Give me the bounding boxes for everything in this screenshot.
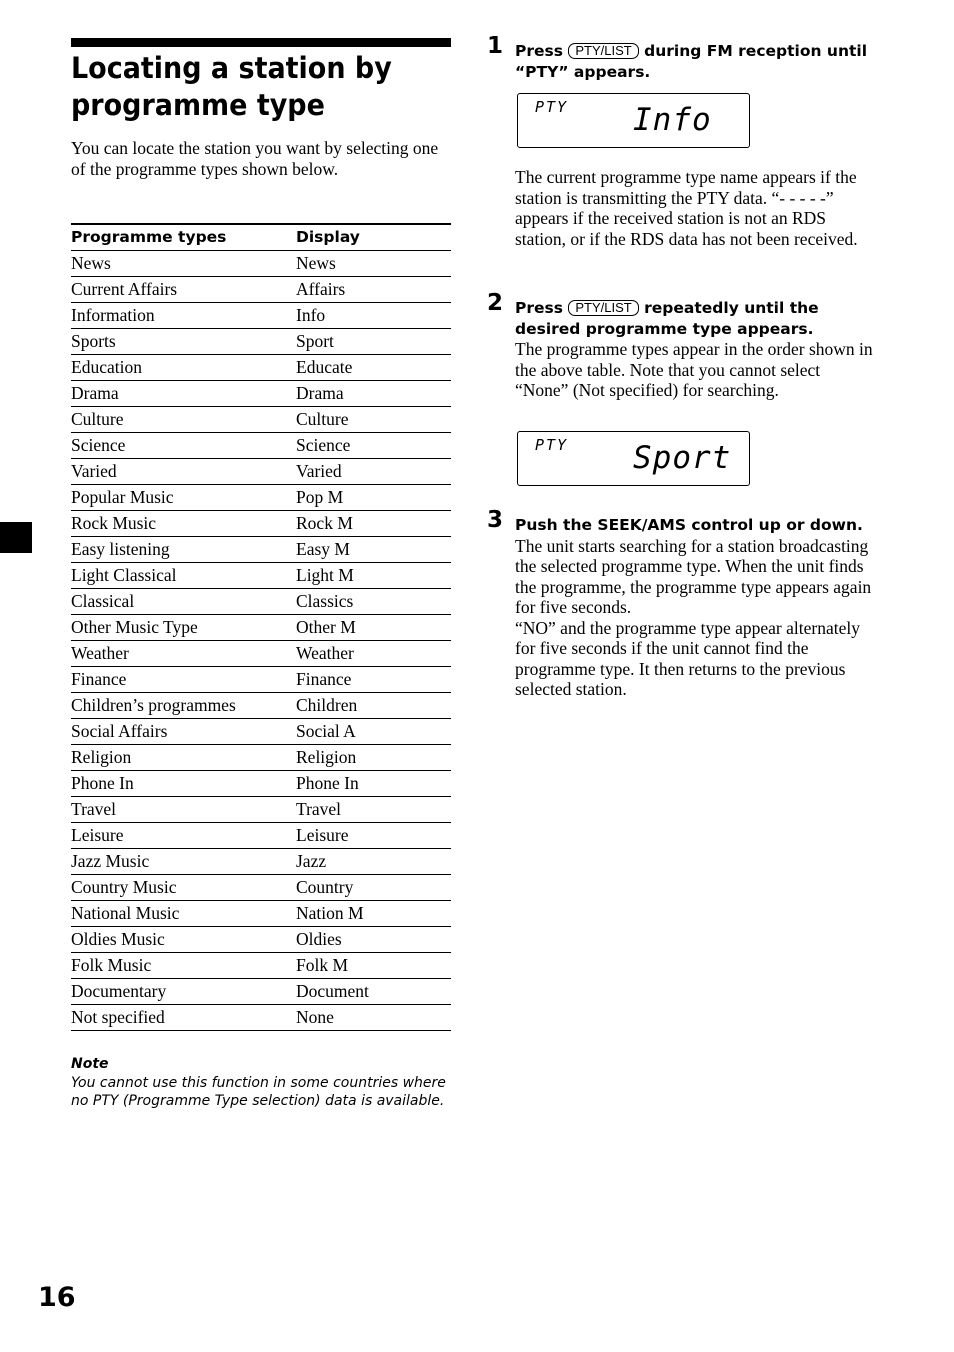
lcd-programme-type: Info <box>633 102 712 138</box>
programme-type-cell: Classical <box>71 589 296 615</box>
table-row <box>71 485 451 511</box>
display-cell: Classics <box>296 589 451 615</box>
programme-type-table <box>71 223 451 1031</box>
step-number: 2 <box>487 290 504 316</box>
table-row <box>71 303 451 329</box>
programme-type-cell: Current Affairs <box>71 277 296 303</box>
display-cell: Info <box>296 303 451 329</box>
display-cell: Folk M <box>296 953 451 979</box>
table-row <box>71 745 451 771</box>
programme-type-cell: Drama <box>71 381 296 407</box>
display-cell: Drama <box>296 381 451 407</box>
step-heading <box>515 298 877 339</box>
step-description: The unit starts searching for a station broadcasting the selected programme type. When the unit finds the programme, the programme type appears again for five seconds. <box>515 535 872 617</box>
pty-list-key: PTY/LIST <box>568 300 638 316</box>
display-cell: Sport <box>296 329 451 355</box>
display-cell: Finance <box>296 667 451 693</box>
note-heading: Note <box>71 1056 109 1072</box>
page-number: 16 <box>38 1282 76 1313</box>
table-row <box>71 563 451 589</box>
table-row <box>71 979 451 1005</box>
table-row <box>71 459 451 485</box>
step-number: 1 <box>487 33 504 59</box>
table-row <box>71 589 451 615</box>
programme-type-cell: Science <box>71 433 296 459</box>
table-row <box>71 641 451 667</box>
display-cell: Rock M <box>296 511 451 537</box>
programme-type-cell: Rock Music <box>71 511 296 537</box>
display-cell: Oldies <box>296 927 451 953</box>
lcd-pty-indicator: PTY <box>535 436 569 454</box>
intro-paragraph: You can locate the station you want by selecting one of the programme types shown below. <box>71 138 439 179</box>
step-description: The current programme type name appears if the station is transmitting the PTY data. “- - - - -” appears if the received station is not an RDS station, or if the RDS data has not been received. <box>515 167 858 249</box>
programme-type-cell: Country Music <box>71 875 296 901</box>
display-cell: Easy M <box>296 537 451 563</box>
table-row <box>71 719 451 745</box>
table-row <box>71 667 451 693</box>
table-row <box>71 381 451 407</box>
programme-type-cell: Not specified <box>71 1005 296 1031</box>
lcd-programme-type: Sport <box>633 440 732 476</box>
display-cell: Affairs <box>296 277 451 303</box>
display-cell: Other M <box>296 615 451 641</box>
programme-type-cell: Varied <box>71 459 296 485</box>
table-row <box>71 537 451 563</box>
pty-list-key: PTY/LIST <box>568 43 638 59</box>
programme-type-cell: Popular Music <box>71 485 296 511</box>
table-row <box>71 251 451 277</box>
programme-type-cell: Travel <box>71 797 296 823</box>
programme-type-cell: Religion <box>71 745 296 771</box>
table-row <box>71 953 451 979</box>
title-rule <box>71 38 451 47</box>
table-row <box>71 849 451 875</box>
step-2 <box>487 290 877 401</box>
programme-type-cell: Phone In <box>71 771 296 797</box>
note-text: You cannot use this function in some countries where no PTY (Programme Type selection) data is available. <box>71 1074 446 1109</box>
programme-type-cell: Children’s programmes <box>71 693 296 719</box>
section-tab-marker <box>0 522 32 553</box>
step-heading-pre: Press <box>515 299 563 317</box>
step-heading: Push the SEEK/AMS control up or down. <box>515 516 863 534</box>
display-cell: Leisure <box>296 823 451 849</box>
note-block <box>71 1055 451 1111</box>
table-row <box>71 615 451 641</box>
table-row <box>71 771 451 797</box>
display-cell: Religion <box>296 745 451 771</box>
table-row <box>71 875 451 901</box>
step-heading-post: repeatedly until the desired programme type appears. <box>515 299 819 338</box>
display-cell: Travel <box>296 797 451 823</box>
display-cell: Children <box>296 693 451 719</box>
display-cell: Phone In <box>296 771 451 797</box>
table-row <box>71 901 451 927</box>
programme-type-cell: News <box>71 251 296 277</box>
programme-type-cell: Documentary <box>71 979 296 1005</box>
programme-type-cell: Weather <box>71 641 296 667</box>
display-cell: Varied <box>296 459 451 485</box>
programme-type-cell: Information <box>71 303 296 329</box>
programme-type-cell: Oldies Music <box>71 927 296 953</box>
table-row <box>71 797 451 823</box>
lcd-display-info <box>517 93 750 148</box>
programme-type-cell: Education <box>71 355 296 381</box>
step-heading-pre: Press <box>515 42 563 60</box>
lcd-display-sport <box>517 431 750 486</box>
display-cell: Country <box>296 875 451 901</box>
programme-type-cell: National Music <box>71 901 296 927</box>
display-cell: Educate <box>296 355 451 381</box>
table-row <box>71 511 451 537</box>
programme-type-cell: Easy listening <box>71 537 296 563</box>
column-header-display: Display <box>296 224 451 251</box>
table-row <box>71 277 451 303</box>
step-3 <box>487 507 877 700</box>
display-cell: Nation M <box>296 901 451 927</box>
page-title: Locating a station by programme type <box>71 51 392 122</box>
step-description-continued: “NO” and the programme type appear alternately for five seconds if the unit cannot find the programme type. It then returns to the previous selected station. <box>515 617 860 699</box>
step-heading-post: during FM reception until “PTY” appears. <box>515 42 868 81</box>
display-cell: News <box>296 251 451 277</box>
table-row <box>71 407 451 433</box>
display-cell: None <box>296 1005 451 1031</box>
programme-type-cell: Leisure <box>71 823 296 849</box>
table-header-row <box>71 224 451 251</box>
display-cell: Light M <box>296 563 451 589</box>
display-cell: Pop M <box>296 485 451 511</box>
programme-type-cell: Social Affairs <box>71 719 296 745</box>
lcd-pty-indicator: PTY <box>535 98 569 116</box>
table-row <box>71 823 451 849</box>
table-row <box>71 693 451 719</box>
programme-type-cell: Culture <box>71 407 296 433</box>
programme-type-cell: Jazz Music <box>71 849 296 875</box>
step-heading <box>515 41 877 82</box>
programme-type-cell: Sports <box>71 329 296 355</box>
step-number: 3 <box>487 507 504 533</box>
programme-type-cell: Finance <box>71 667 296 693</box>
step-1 <box>487 33 877 82</box>
step-1-body <box>487 167 877 249</box>
display-cell: Document <box>296 979 451 1005</box>
table-row <box>71 355 451 381</box>
programme-type-cell: Light Classical <box>71 563 296 589</box>
display-cell: Culture <box>296 407 451 433</box>
display-cell: Science <box>296 433 451 459</box>
display-cell: Social A <box>296 719 451 745</box>
table-row <box>71 329 451 355</box>
display-cell: Jazz <box>296 849 451 875</box>
column-header-programme-types: Programme types <box>71 224 296 251</box>
table-row <box>71 1005 451 1031</box>
programme-type-cell: Folk Music <box>71 953 296 979</box>
table-row <box>71 927 451 953</box>
table-body <box>71 251 451 1031</box>
display-cell: Weather <box>296 641 451 667</box>
programme-type-cell: Other Music Type <box>71 615 296 641</box>
table-row <box>71 433 451 459</box>
step-description: The programme types appear in the order shown in the above table. Note that you cannot select “None” (Not specified) for searching. <box>515 339 873 400</box>
